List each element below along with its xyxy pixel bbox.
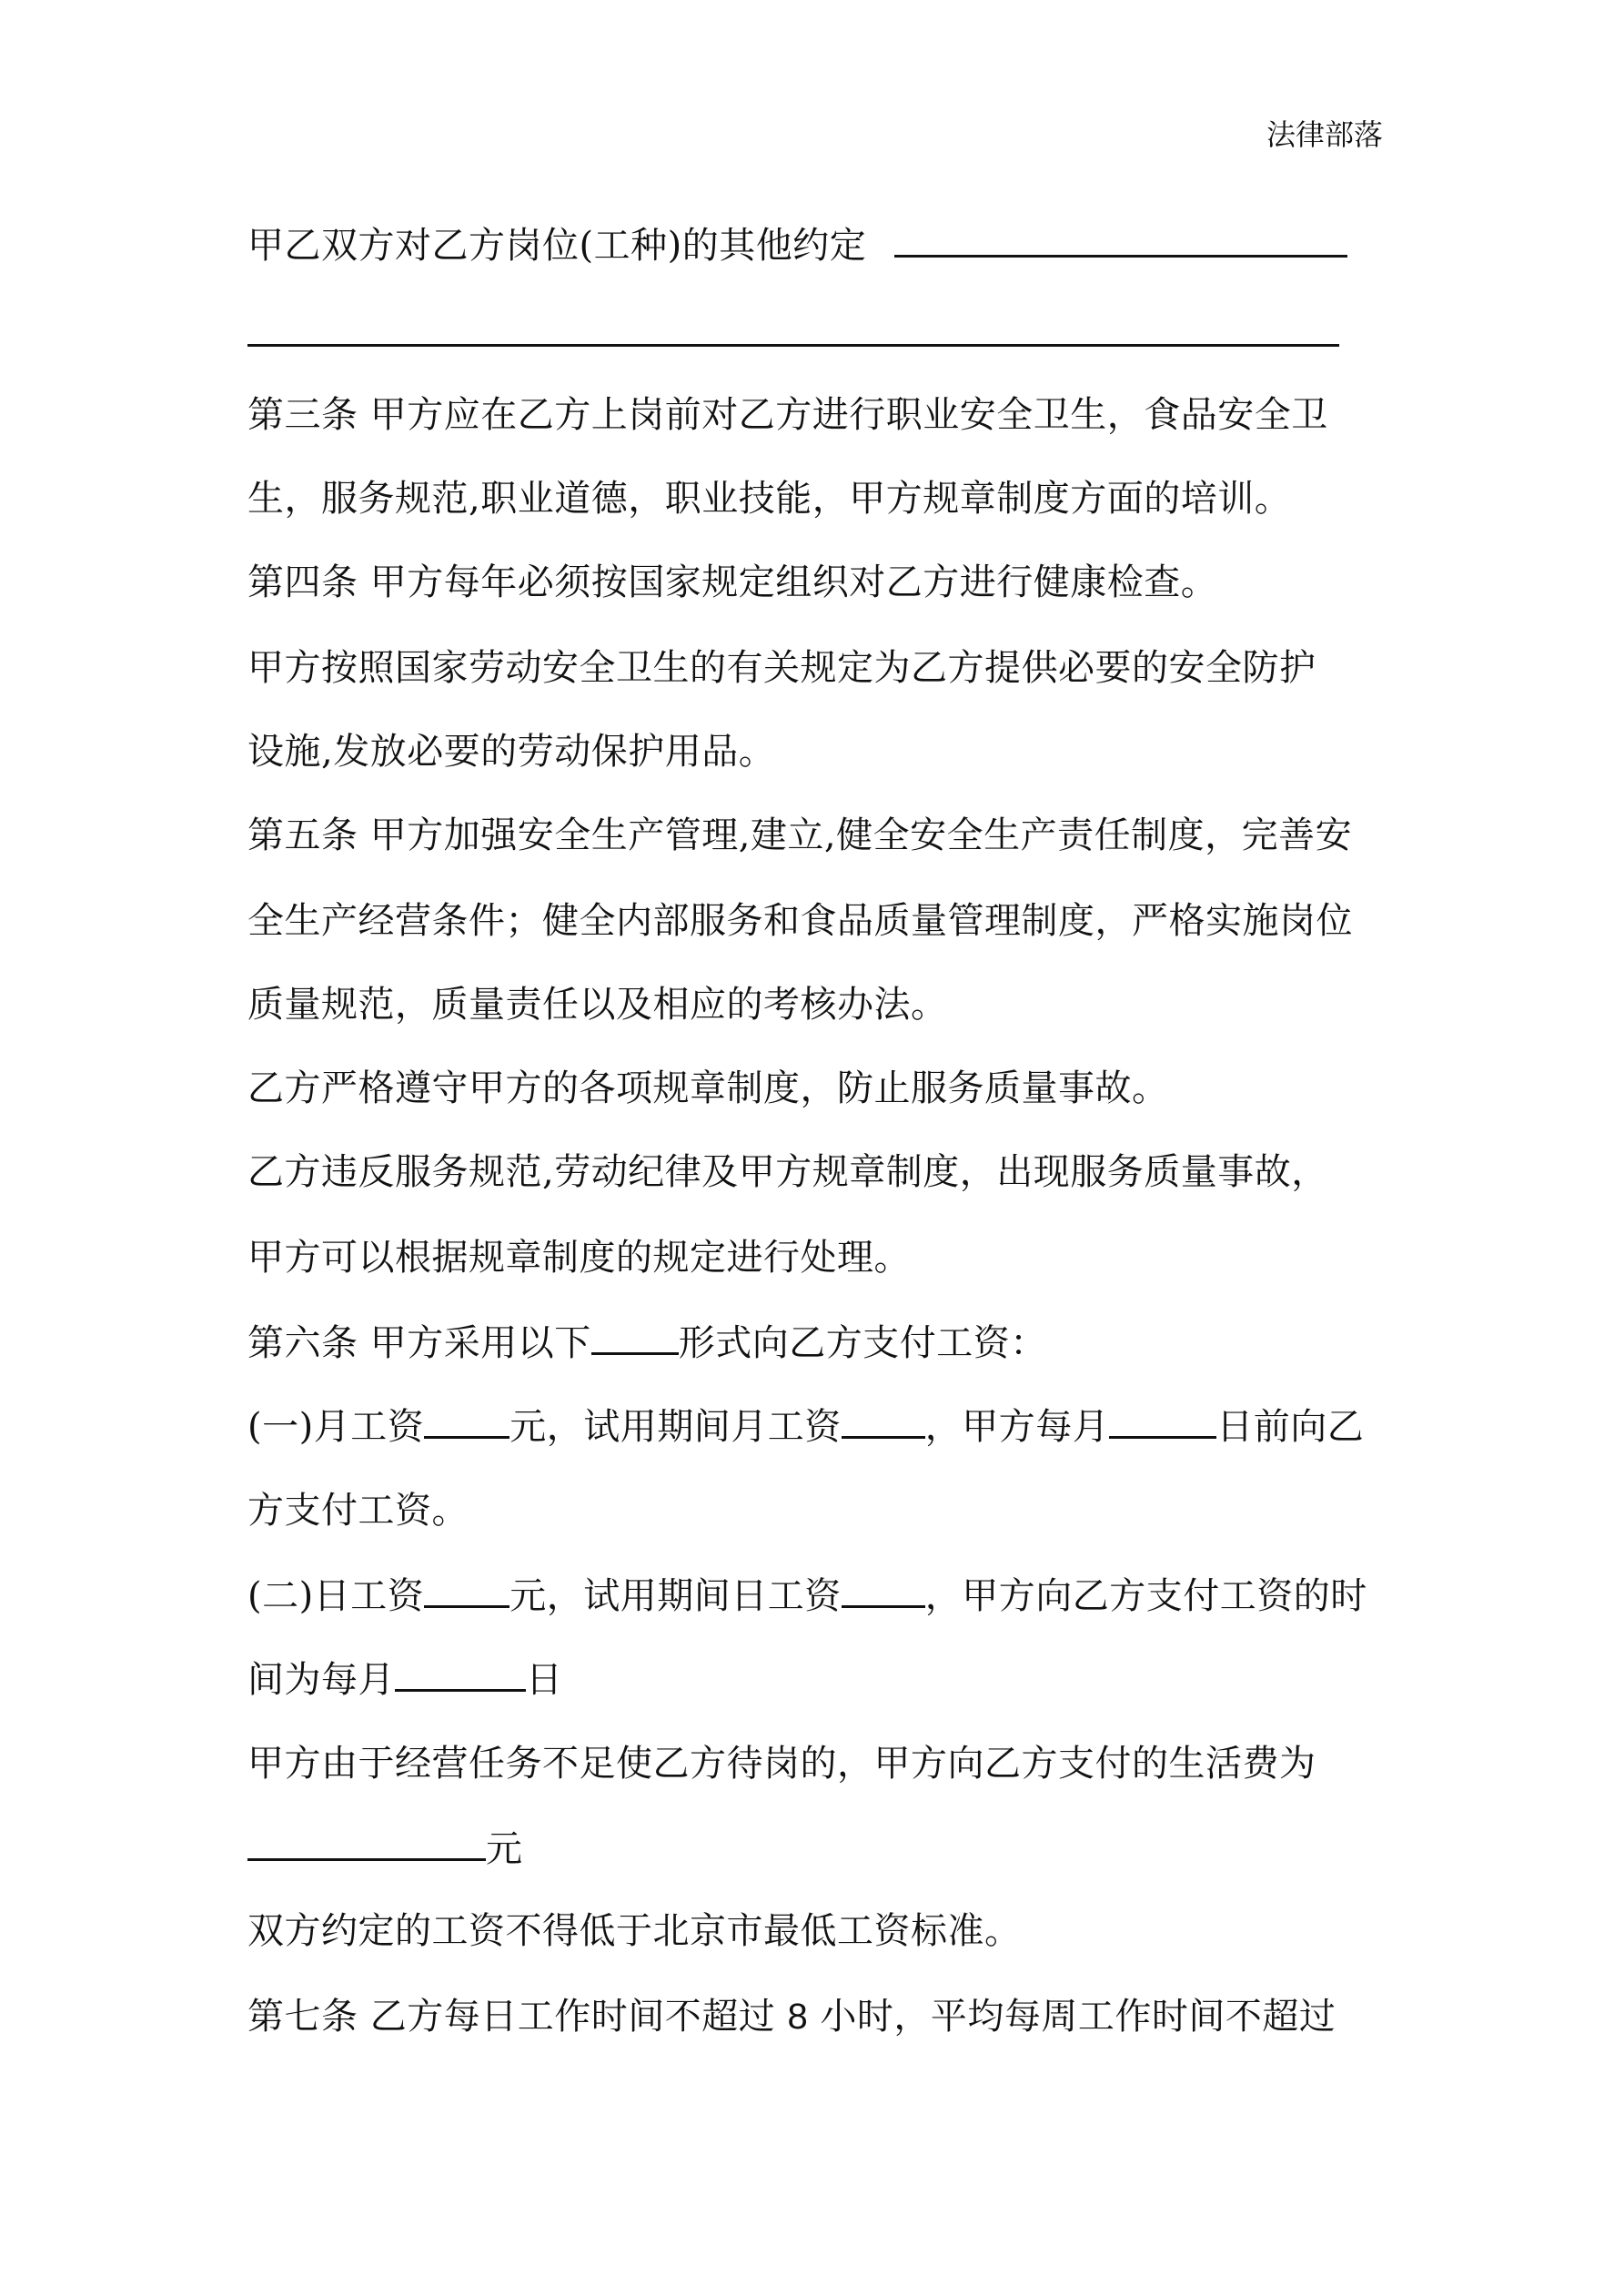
article-5-line-5: 乙方违反服务规范,劳动纪律及甲方规章制度，出现服务质量事故， [247,1151,1328,1193]
monthly-wage-line-1 [247,1401,1364,1451]
monthly-wage-line-2: 方支付工资。 [247,1490,469,1532]
daily-wage-text-e: 日 [526,1659,563,1701]
header-label: 法律部落 [1266,117,1383,152]
payment-form-blank[interactable] [591,1318,679,1355]
other-agreement-label: 甲乙双方对乙方岗位(工种)的其他约定 [247,225,867,267]
monthly-wage-text-a: (一)月工资 [247,1406,425,1448]
daily-wage-blank[interactable] [424,1571,509,1608]
article-5-line-4: 乙方严格遵守甲方的各项规章制度，防止服务质量事故。 [247,1067,1169,1109]
article-4-line-2: 甲方按照国家劳动安全卫生的有关规定为乙方提供必要的安全防护 [247,647,1316,689]
article-5-line-2: 全生产经营条件；健全内部服务和食品质量管理制度，严格实施岗位 [247,900,1353,942]
daily-wage-text-d: 间为每月 [247,1659,395,1701]
article-3-line-1: 第三条 甲方应在乙方上岗前对乙方进行职业安全卫生，食品安全卫 [247,394,1328,436]
line-other-agreement [247,220,1347,269]
daily-wage-line-1 [247,1571,1367,1620]
daily-wage-text-b: 元，试用期间日工资 [509,1575,842,1617]
article-7-line-1 [247,1993,1336,2040]
monthly-wage-blank[interactable] [424,1401,509,1439]
standby-allowance-blank[interactable] [247,1824,486,1861]
standby-allowance-line-1: 甲方由于经营任务不足使乙方待岗的，甲方向乙方支付的生活费为 [247,1743,1316,1785]
article-3-line-2: 生，服务规范,职业道德，职业技能，甲方规章制度方面的培训。 [247,478,1292,520]
article-5-line-6: 甲方可以根据规章制度的规定进行处理。 [247,1237,911,1279]
article-5-line-1: 第五条 甲方加强安全生产管理,建立,健全安全生产责任制度，完善安 [247,814,1353,856]
article-6-text-a: 第六条 甲方采用以下 [247,1322,591,1364]
daily-wage-text-a: (二)日工资 [247,1575,425,1617]
daily-wage-text-c: ，甲方向乙方支付工资的时 [924,1575,1367,1617]
standby-allowance-line-2 [247,1824,523,1873]
article-4-line-1: 第四条 甲方每年必须按国家规定组织对乙方进行健康检查。 [247,561,1218,603]
trial-monthly-wage-blank[interactable] [842,1401,925,1439]
trial-daily-wage-blank[interactable] [842,1571,925,1608]
article-7-text-b: 小时，平均每周工作时间不超过 [808,1996,1337,2038]
monthly-pay-day-blank[interactable] [1109,1401,1216,1439]
standby-allowance-unit: 元 [486,1828,523,1870]
article-4-line-3: 设施,发放必要的劳动保护用品。 [247,731,776,773]
article-5-line-3: 质量规范，质量责任以及相应的考核办法。 [247,984,948,1026]
article-6-line-1 [247,1318,1047,1367]
monthly-wage-text-c: ，甲方每月 [924,1406,1110,1448]
article-6-text-b: 形式向乙方支付工资： [678,1322,1047,1364]
other-agreement-blank[interactable] [894,220,1347,258]
minimum-wage-line: 双方约定的工资不得低于北京市最低工资标准。 [247,1910,1022,1952]
article-7-text-a: 第七条 乙方每日工作时间不超过 [247,1996,788,2038]
full-width-blank-line[interactable] [247,344,1339,347]
monthly-wage-text-b: 元，试用期间月工资 [509,1406,842,1448]
daily-pay-day-blank[interactable] [395,1654,526,1692]
article-7-hours-number: 8 [787,1997,809,2037]
daily-wage-line-2 [247,1654,563,1704]
monthly-wage-text-d: 日前向乙 [1216,1406,1365,1448]
